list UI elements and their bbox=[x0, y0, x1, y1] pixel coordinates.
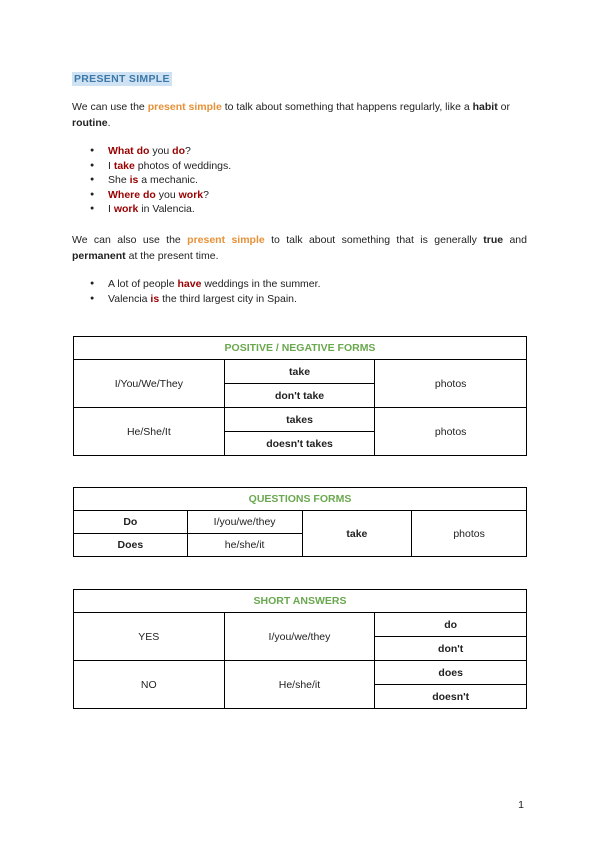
negative-cell: doesn't bbox=[375, 685, 527, 709]
subject-cell: He/She/It bbox=[74, 408, 225, 456]
text: to talk about something that happens regularly, like a bbox=[221, 101, 473, 113]
list-item: ● What do you do? bbox=[72, 144, 527, 159]
text: We can use the bbox=[72, 101, 148, 113]
text: . bbox=[107, 117, 111, 129]
table-header: POSITIVE / NEGATIVE FORMS bbox=[74, 337, 527, 360]
negative-cell: don't bbox=[375, 637, 527, 661]
positive-cell: does bbox=[375, 661, 527, 685]
text: We can also use the bbox=[72, 234, 188, 246]
negative-verb-cell: don't take bbox=[224, 384, 375, 408]
bold-term: habit bbox=[472, 101, 498, 113]
bold-term: true bbox=[483, 234, 504, 246]
second-paragraph bbox=[72, 232, 527, 264]
object-cell: photos bbox=[375, 408, 527, 456]
short-answers-table bbox=[73, 589, 527, 709]
text: or bbox=[497, 101, 510, 113]
answer-cell: YES bbox=[74, 613, 225, 661]
positive-verb-cell: take bbox=[224, 360, 375, 384]
list-item: ● Valencia is the third largest city in Spain. bbox=[72, 292, 527, 307]
table-header: SHORT ANSWERS bbox=[74, 590, 527, 613]
auxiliary-cell: Do bbox=[74, 511, 188, 534]
object-cell: photos bbox=[412, 511, 527, 557]
table-header: QUESTIONS FORMS bbox=[74, 488, 527, 511]
highlight-term: present simple bbox=[187, 234, 265, 246]
text: at the present time. bbox=[125, 250, 219, 262]
positive-verb-cell: takes bbox=[224, 408, 375, 432]
text: and bbox=[503, 234, 527, 246]
subject-cell: he/she/it bbox=[187, 534, 302, 557]
text: to talk about something that is generally bbox=[264, 234, 484, 246]
verb-cell: take bbox=[302, 511, 412, 557]
list-item: ● She is a mechanic. bbox=[72, 173, 527, 188]
subject-cell: I/you/we/they bbox=[187, 511, 302, 534]
list-item: ● Where do you work? bbox=[72, 188, 527, 203]
subject-cell: I/You/We/They bbox=[74, 360, 225, 408]
auxiliary-cell: Does bbox=[74, 534, 188, 557]
subject-cell: He/she/it bbox=[224, 661, 375, 709]
negative-verb-cell: doesn't takes bbox=[224, 432, 375, 456]
subject-cell: I/you/we/they bbox=[224, 613, 375, 661]
list-item: ● I work in Valencia. bbox=[72, 202, 527, 217]
object-cell: photos bbox=[375, 360, 527, 408]
example-list-1 bbox=[72, 144, 527, 217]
bold-term: permanent bbox=[72, 250, 126, 262]
page-title: PRESENT SIMPLE bbox=[74, 73, 170, 85]
answer-cell: NO bbox=[74, 661, 225, 709]
positive-cell: do bbox=[375, 613, 527, 637]
positive-negative-table bbox=[73, 336, 527, 456]
bold-term: routine bbox=[72, 117, 108, 129]
list-item: ● A lot of people have weddings in the summer. bbox=[72, 277, 527, 292]
list-item: ● I take photos of weddings. bbox=[72, 159, 527, 174]
highlight-term: present simple bbox=[147, 101, 222, 113]
questions-table bbox=[73, 487, 527, 557]
intro-paragraph bbox=[72, 99, 527, 131]
example-list-2 bbox=[72, 277, 527, 306]
page-number: 1 bbox=[518, 799, 524, 811]
